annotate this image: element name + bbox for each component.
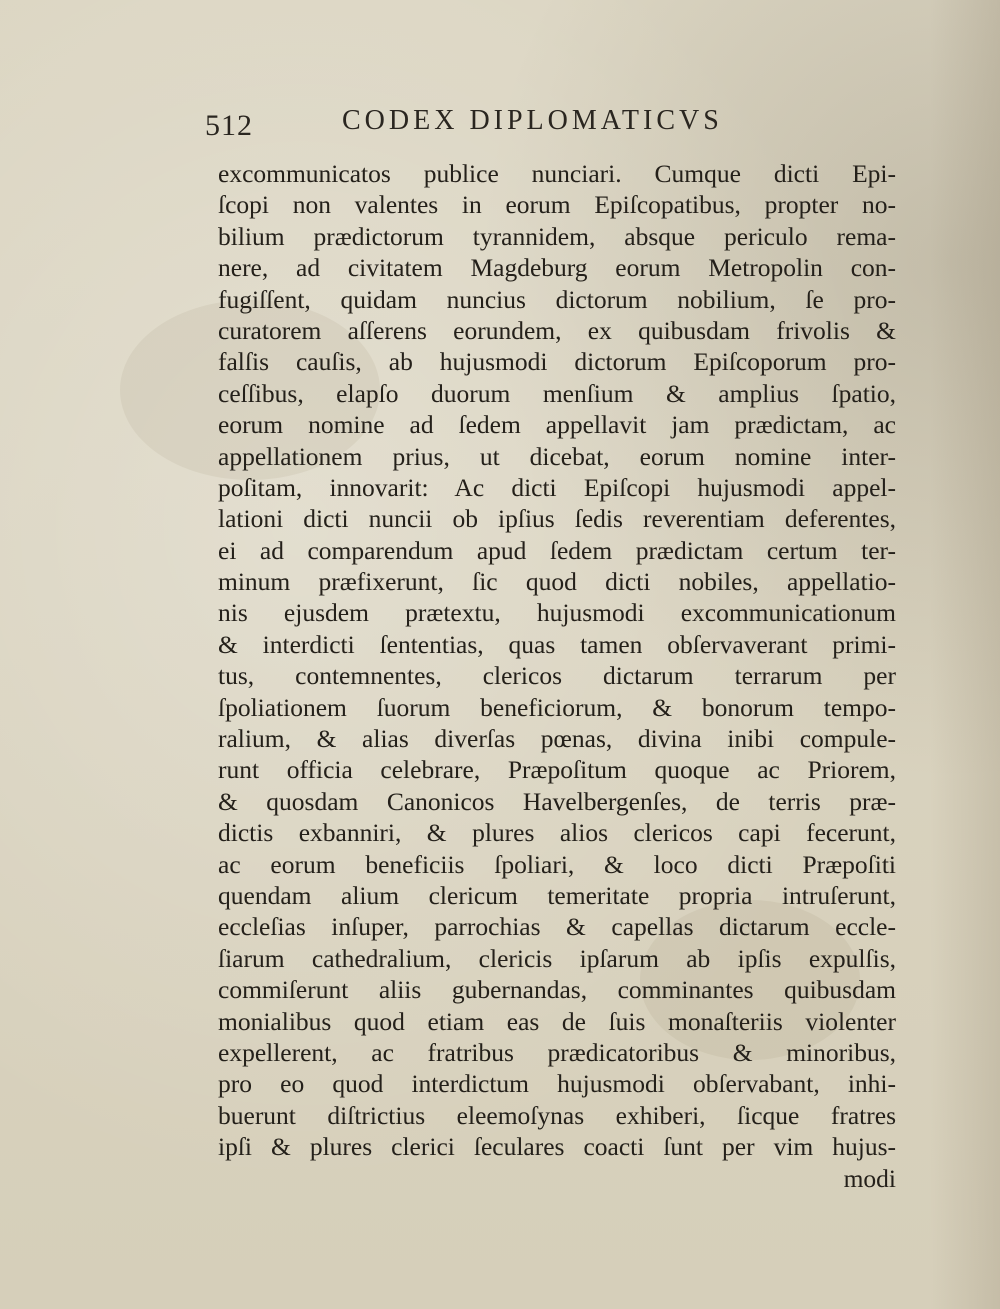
text-line: buerunt diſtrictius eleemoſynas exhiberi, ſicque fratres — [218, 1100, 896, 1130]
page-header — [205, 103, 765, 147]
body-text — [218, 158, 896, 1194]
text-line: ſpoliationem ſuorum beneficiorum, & bonorum tempo- — [218, 692, 896, 722]
text-line: ralium, & alias diverſas pœnas, divina inibi compule- — [218, 724, 896, 754]
text-line: tus, contemnentes, clericos dictarum terrarum per — [218, 661, 896, 691]
text-line: eccleſias inſuper, parrochias & capellas dictarum eccle- — [218, 912, 896, 942]
text-line: & interdicti ſententias, quas tamen obſervaverant primi- — [218, 629, 896, 659]
text-line: ceſſibus, elapſo duorum menſium & amplius ſpatio, — [218, 378, 896, 408]
text-line: monialibus quod etiam eas de ſuis monaſteriis violenter — [218, 1006, 896, 1036]
text-line: modi — [843, 1163, 896, 1193]
text-line: ipſi & plures clerici ſeculares coacti ſunt per vim hujus- — [218, 1132, 896, 1162]
text-line: pro eo quod interdictum hujusmodi obſervabant, inhi- — [218, 1069, 896, 1099]
text-line: ſiarum cathedralium, clericis ipſarum ab ipſis expulſis, — [218, 943, 896, 973]
text-line: ei ad comparendum apud ſedem prædictam certum ter- — [218, 535, 896, 565]
text-line: poſitam, innovarit: Ac dicti Epiſcopi hujusmodi appel- — [218, 472, 896, 502]
text-line: eorum nomine ad ſedem appellavit jam prædictam, ac — [218, 410, 896, 440]
text-line: lationi dicti nuncii ob ipſius ſedis reverentiam deferentes, — [218, 504, 896, 534]
text-line: fugiſſent, quidam nuncius dictorum nobilium, ſe pro- — [218, 284, 896, 314]
text-line: nis ejusdem prætextu, hujusmodi excommunicationum — [218, 598, 896, 628]
text-line: expellerent, ac fratribus prædicatoribus & minoribus, — [218, 1037, 896, 1067]
running-title: CODEX DIPLOMATICVS — [342, 105, 723, 136]
text-line: runt officia celebrare, Præpoſitum quoque ac Priorem, — [218, 755, 896, 785]
text-line: bilium prædictorum tyrannidem, absque periculo rema- — [218, 221, 896, 251]
text-line: quendam alium clericum temeritate propria intruſerunt, — [218, 880, 896, 910]
text-line: dictis exbanniri, & plures alios clericos capi fecerunt, — [218, 818, 896, 848]
text-line: & quosdam Canonicos Havelbergenſes, de terris præ- — [218, 786, 896, 816]
text-line: nere, ad civitatem Magdeburg eorum Metropolin con- — [218, 253, 896, 283]
text-line: ac eorum beneficiis ſpoliari, & loco dicti Præpoſiti — [218, 849, 896, 879]
text-line: appellationem prius, ut dicebat, eorum nomine inter- — [218, 441, 896, 471]
text-line: excommunicatos publice nunciari. Cumque dicti Epi- — [218, 159, 896, 188]
text-line: ſcopi non valentes in eorum Epiſcopatibus, propter no- — [218, 190, 896, 220]
page-edge-shadow — [930, 0, 1000, 1309]
text-line: falſis cauſis, ab hujusmodi dictorum Epiſcoporum pro- — [218, 347, 896, 377]
text-line: minum præfixerunt, ſic quod dicti nobiles, appellatio- — [218, 567, 896, 597]
text-line: commiſerunt aliis gubernandas, comminantes quibusdam — [218, 975, 896, 1005]
page-number: 512 — [205, 109, 253, 142]
text-line: curatorem aſſerens eorundem, ex quibusdam frivolis & — [218, 315, 896, 345]
